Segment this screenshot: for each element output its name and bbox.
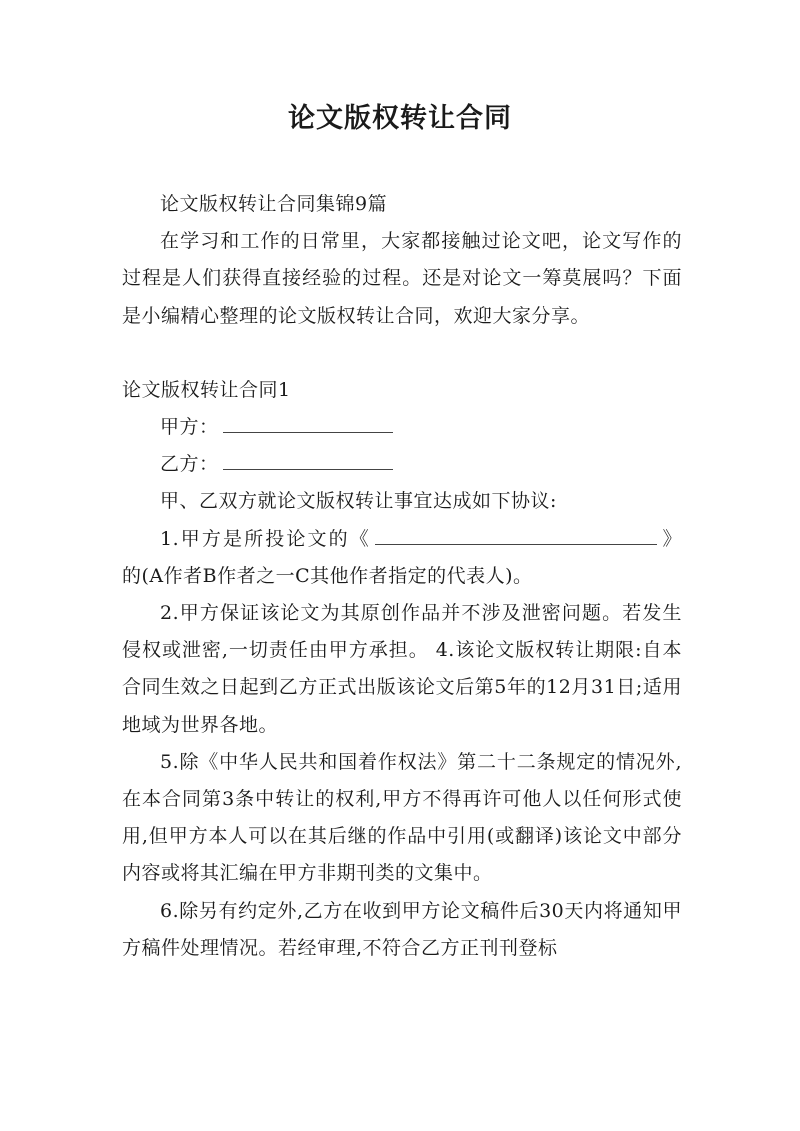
agreement-line: 甲、乙双方就论文版权转让事宜达成如下协议: [160,490,557,513]
intro-heading: 论文版权转让合同集锦9篇 [160,193,388,215]
party-b-blank [223,452,393,470]
paper-title-blank [375,527,657,545]
party-b-label: 乙方： [160,453,219,476]
clause-2: 2.甲方保证该论文为其原创作品并不涉及泄密问题。若发生侵权或泄密,一切责任由甲方承担。 4.该论文版权转让期限:自本合同生效之日起到乙方正式出版该论文后第5年的12月31日;适用地域为世界各地。 [122,602,682,736]
document-title: 论文版权转让合同 [288,103,512,134]
clause-5: 5.除《中华人民共和国着作权法》第二十二条规定的情况外,在本合同第3条中转让的权利,甲方不得再许可他人以任何形式使用,但甲方本人可以在其后继的作品中引用(或翻译)该论文中部分内容或将其汇编在甲方非期刊类的文集中。 [122,750,682,885]
party-b-line [122,446,682,483]
clause-1-prefix: 1.甲方是所投论文的《 [160,527,371,550]
section-heading: 论文版权转让合同1 [122,378,291,401]
paragraph-spacer [122,335,682,372]
party-a-blank [223,415,393,433]
clause-1 [122,521,682,595]
clause-1-close: 》 [660,527,682,550]
document-body [122,186,682,967]
party-a-label: 甲方： [160,416,219,439]
intro-paragraph: 在学习和工作的日常里，大家都接触过论文吧，论文写作的过程是人们获得直接经验的过程。还是对论文一筹莫展吗？下面是小编精心整理的论文版权转让合同，欢迎大家分享。 [122,230,682,327]
clause-1-rest: 的(A作者B作者之一C其他作者指定的代表人)。 [122,564,533,587]
party-a-line [122,409,682,446]
clause-6: 6.除另有约定外,乙方在收到甲方论文稿件后30天内将通知甲方稿件处理情况。若经审理,不符合乙方正刊刊登标 [122,899,682,959]
